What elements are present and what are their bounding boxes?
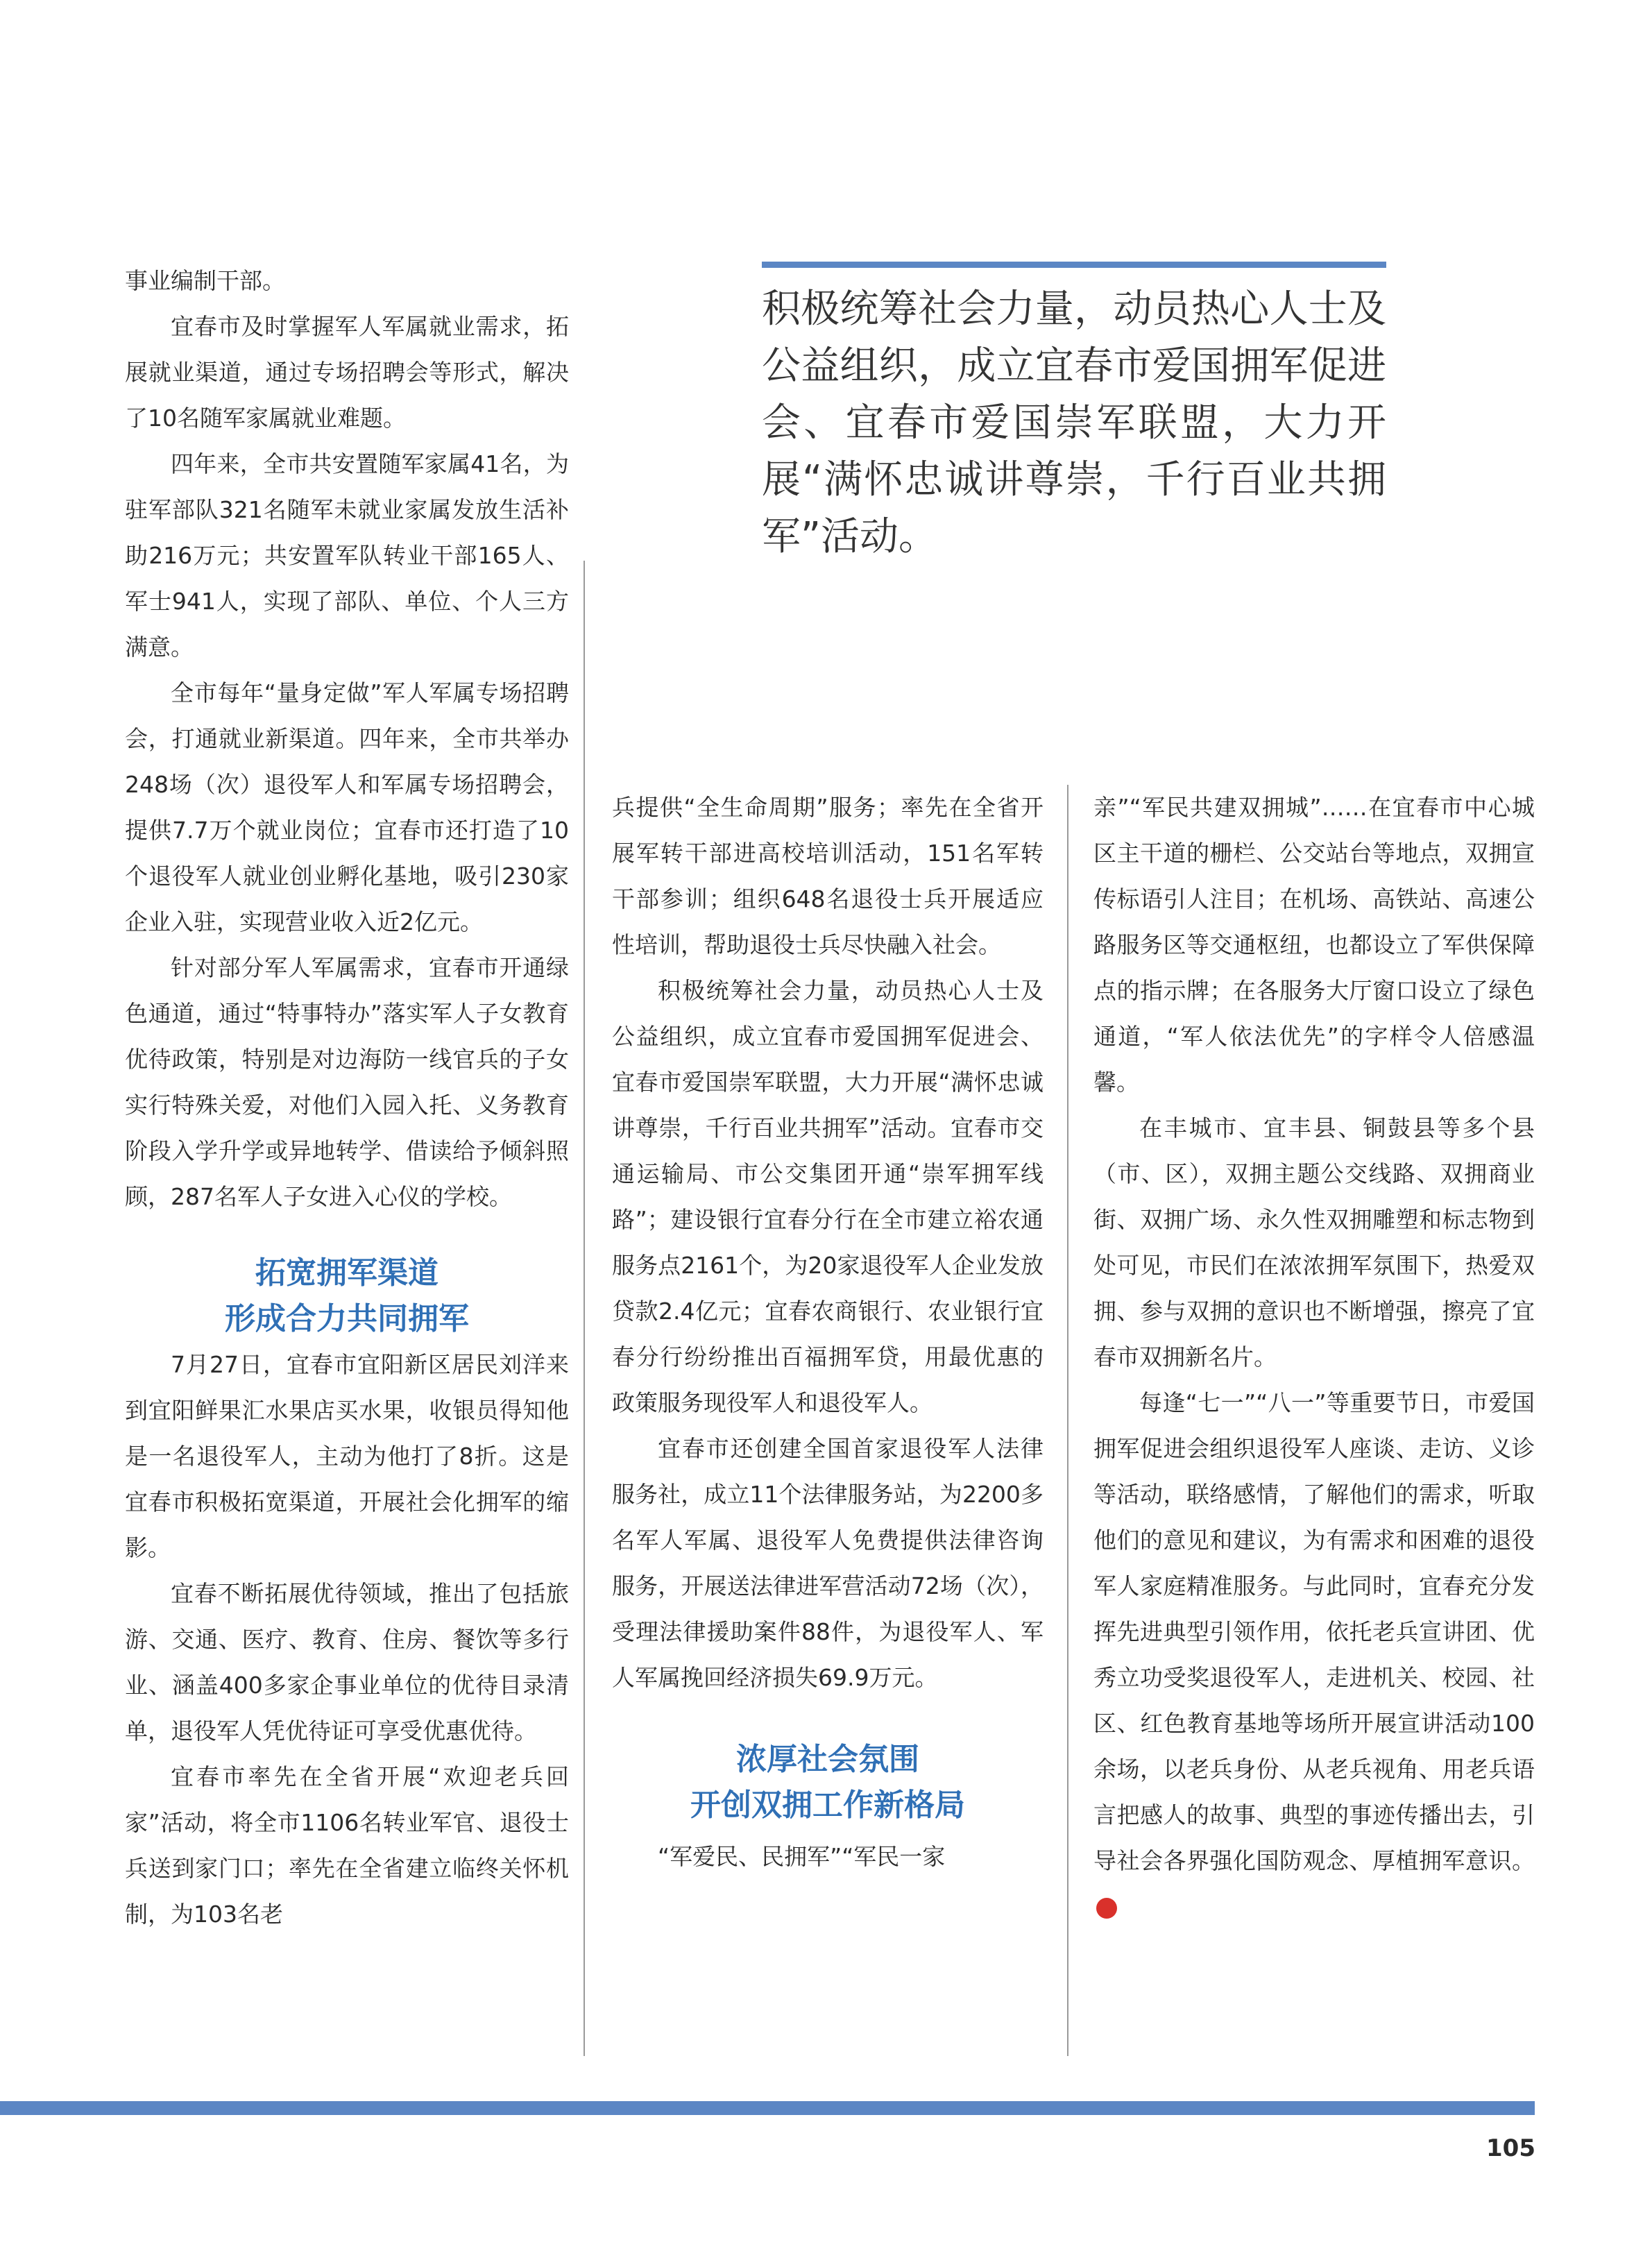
paragraph: 积极统筹社会力量，动员热心人士及公益组织，成立宜春市爱国拥军促进会、宜春市爱国崇军联盟，大力开展“满怀忠诚讲尊崇，千行百业共拥军”活动。宜春市交通运输局、市公交集团开通“崇军拥军线路”；建设银行宜春分行在全市建立裕农通服务点2161个，为20家退役军人企业发放贷款2.4亿元；宜春农商银行、农业银行宜春分行纷纷推出百福拥军贷，用最优惠的政策服务现役军人和退役军人。 (612, 977, 1044, 1416)
paragraph: 针对部分军人军属需求，宜春市开通绿色通道，通过“特事特办”落实军人子女教育优待政策，特别是对边海防一线官兵的子女实行特殊关爱，对他们入园入托、义务教育阶段入学升学或异地转学、借读给予倾斜照顾，287名军人子女进入心仪的学校。 (125, 954, 569, 1210)
paragraph: 宜春市还创建全国首家退役军人法律服务社，成立11个法律服务站，为2200多名军人军属、退役军人免费提供法律咨询服务，开展送法律进军营活动72场（次），受理法律援助案件88件，为退役军人、军人军属挽回经济损失69.9万元。 (612, 1435, 1044, 1691)
section-heading-line: 拓宽拥军渠道 (255, 1255, 438, 1291)
end-mark-icon: N (1096, 1898, 1117, 1919)
paragraph: 宜春不断拓展优待领域，推出了包括旅游、交通、医疗、教育、住房、餐饮等多行业、涵盖400多家企事业单位的优待目录清单，退役军人凭优待证可享受优惠优待。 (125, 1580, 569, 1744)
article-column-left (125, 258, 569, 1937)
paragraph: 兵提供“全生命周期”服务；率先在全省开展军转干部进高校培训活动，151名军转干部参训；组织648名退役士兵开展适应性培训，帮助退役士兵尽快融入社会。 (612, 794, 1044, 958)
paragraph: 宜春市及时掌握军人军属就业需求，拓展就业渠道，通过专场招聘会等形式，解决了10名随军家属就业难题。 (125, 313, 569, 432)
section-heading-line: 开创双拥工作新格局 (690, 1787, 965, 1823)
article-column-right (1093, 785, 1535, 1930)
paragraph: 亲”“军民共建双拥城”……在宜春市中心城区主干道的栅栏、公交站台等地点，双拥宣传标语引人注目；在机场、高铁站、高速公路服务区等交通枢纽，也都设立了军供保障点的指示牌；在各服务大厅窗口设立了绿色通道，“军人依法优先”的字样令人倍感温馨。 (1093, 794, 1535, 1096)
section-heading-line: 形成合力共同拥军 (225, 1301, 469, 1336)
paragraph-text: 每逢“七一”“八一”等重要节日，市爱国拥军促进会组织退役军人座谈、走访、义诊等活动，联络感情，了解他们的需求，听取他们的意见和建议，为有需求和困难的退役军人家庭精准服务。与此同时，宜春充分发挥先进典型引领作用，依托老兵宣讲团、优秀立功受奖退役军人，走进机关、校园、社区、红色教育基地等场所开展宣讲活动100余场，以老兵身份、从老兵视角、用老兵语言把感人的故事、典型的事迹传播出去，引导社会各界强化国防观念、厚植拥军意识。 (1093, 1389, 1535, 1874)
column-divider-left (584, 561, 585, 2056)
pull-quote: 积极统筹社会力量，动员热心人士及公益组织，成立宜春市爱国拥军促进会、宜春市爱国崇军联盟，大力开展“满怀忠诚讲尊崇，千行百业共拥军”活动。 (762, 287, 1386, 559)
paragraph: “军爱民、民拥军”“军民一家 (658, 1843, 946, 1870)
pull-quote-rule (762, 262, 1386, 268)
section-heading (612, 1737, 1044, 1828)
paragraph: 在丰城市、宜丰县、铜鼓县等多个县（市、区），双拥主题公交线路、双拥商业街、双拥广场、永久性双拥雕塑和标志物到处可见，市民们在浓浓拥军氛围下，热爱双拥、参与双拥的意识也不断增强，擦亮了宜春市双拥新名片。 (1093, 1114, 1535, 1370)
paragraph: 7月27日，宜春市宜阳新区居民刘洋来到宜阳鲜果汇水果店买水果，收银员得知他是一名退役军人，主动为他打了8折。这是宜春市积极拓宽渠道，开展社会化拥军的缩影。 (125, 1351, 569, 1561)
paragraph (1093, 1380, 1535, 1930)
section-heading (125, 1250, 569, 1342)
page-number: 105 (1486, 2134, 1535, 2162)
column-divider-right (1067, 785, 1068, 2056)
article-column-middle (612, 785, 1044, 1880)
section-heading-line: 浓厚社会氛围 (736, 1742, 919, 1777)
paragraph: 全市每年“量身定做”军人军属专场招聘会，打通就业新渠道。四年来，全市共举办248场（次）退役军人和军属专场招聘会，提供7.7万个就业岗位；宜春市还打造了10个退役军人就业创业孵化基地，吸引230家企业入驻，实现营业收入近2亿元。 (125, 679, 569, 935)
paragraph: 事业编制干部。 (125, 267, 285, 294)
footer-rule (0, 2101, 1535, 2115)
paragraph: 四年来，全市共安置随军家属41名，为驻军部队321名随军未就业家属发放生活补助216万元；共安置军队转业干部165人、军士941人，实现了部队、单位、个人三方满意。 (125, 450, 569, 661)
paragraph: 宜春市率先在全省开展“欢迎老兵回家”活动，将全市1106名转业军官、退役士兵送到家门口；率先在全省建立临终关怀机制，为103名老 (125, 1763, 569, 1928)
